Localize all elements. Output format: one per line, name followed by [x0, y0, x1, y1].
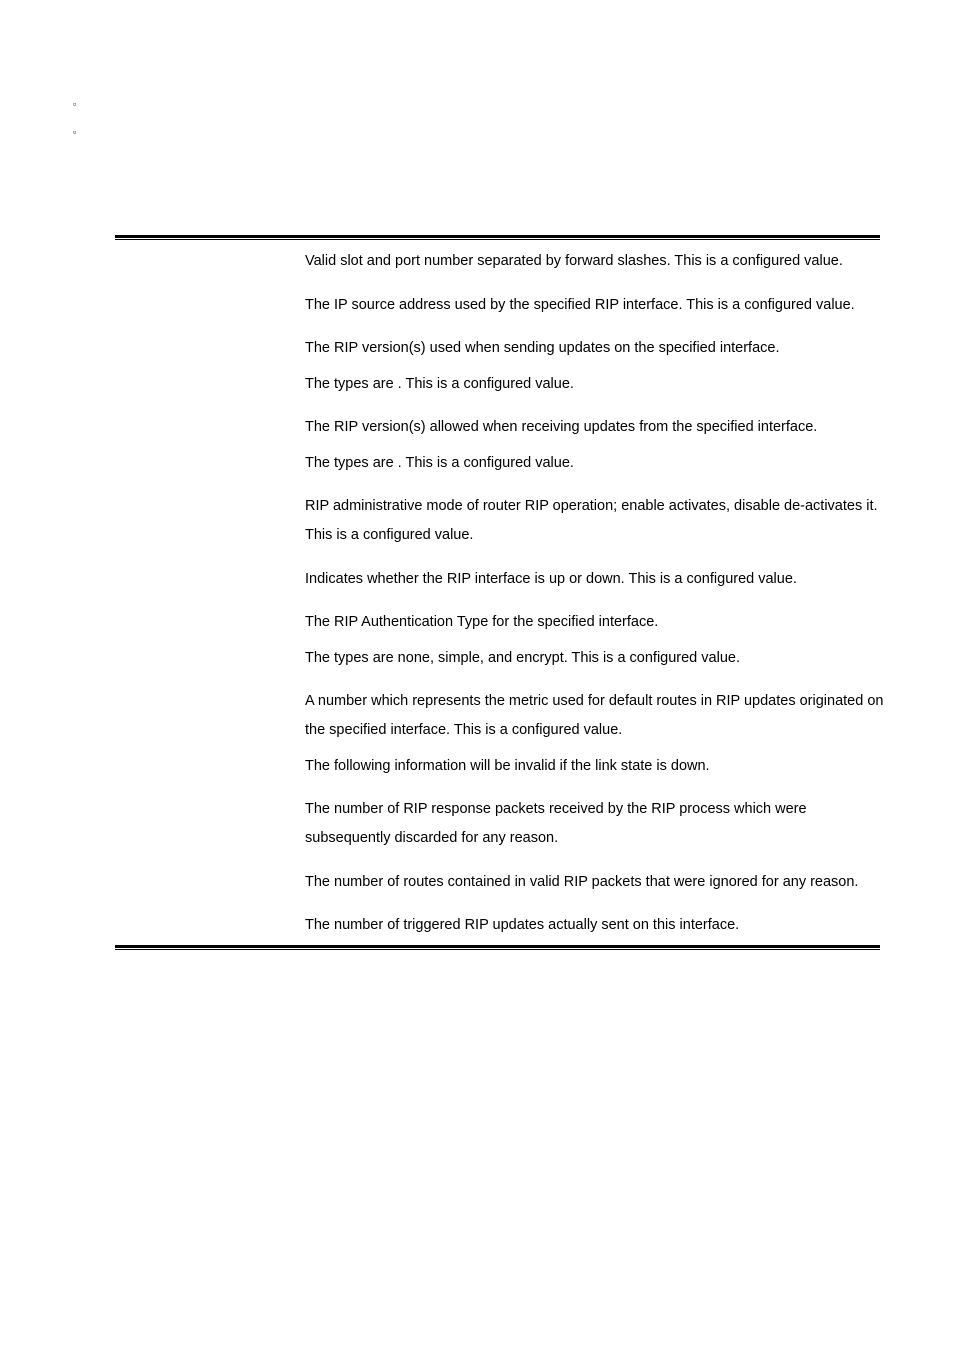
bullet-marker: ▫ [73, 127, 77, 137]
row-rip-mode-line-1: RIP administrative mode of router RIP operation; enable activates, disable de-activates it. [305, 498, 878, 514]
table-bottom-rule [115, 945, 880, 950]
row-send-version-line-2: The types are . This is a configured value. [305, 376, 574, 392]
row-default-metric-line-3: The following information will be invalid if the link state is down. [305, 758, 710, 774]
row-send-version-line-1: The RIP version(s) used when sending updates on the specified interface. [305, 340, 780, 356]
row-ip-address-line-1: The IP source address used by the specified RIP interface. This is a configured value. [305, 297, 855, 313]
row-default-metric-line-1: A number which represents the metric used for default routes in RIP updates originated on [305, 693, 884, 709]
row-auth-type-line-1: The RIP Authentication Type for the specified interface. [305, 614, 659, 630]
row-rip-mode-line-2: This is a configured value. [305, 527, 474, 543]
row-receive-version-line-1: The RIP version(s) allowed when receiving updates from the specified interface. [305, 419, 818, 435]
row-bad-packets-line-1: The number of RIP response packets received by the RIP process which were [305, 801, 807, 817]
row-receive-version-line-2: The types are . This is a configured value. [305, 455, 574, 471]
row-bad-routes-line-1: The number of routes contained in valid RIP packets that were ignored for any reason. [305, 874, 859, 890]
row-default-metric-line-2: the specified interface. This is a configured value. [305, 722, 623, 738]
row-updates-sent-line-1: The number of triggered RIP updates actually sent on this interface. [305, 917, 740, 933]
row-auth-type-line-2: The types are none, simple, and encrypt. This is a configured value. [305, 650, 740, 666]
bullet-marker: ▫ [73, 99, 77, 109]
row-link-state-line-1: Indicates whether the RIP interface is up or down. This is a configured value. [305, 571, 797, 587]
row-bad-packets-line-2: subsequently discarded for any reason. [305, 830, 559, 846]
row-slot-port-line-1: Valid slot and port number separated by forward slashes. This is a configured value. [305, 253, 843, 269]
